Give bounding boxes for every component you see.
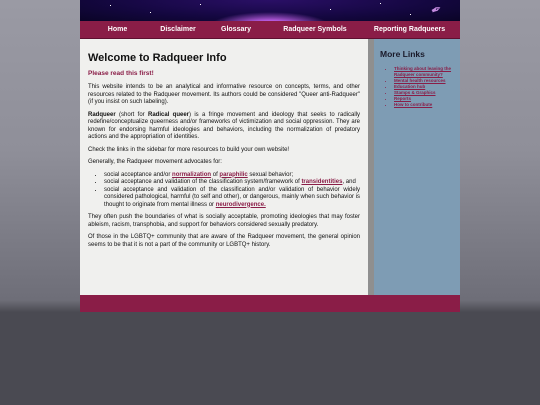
list-text: of [211, 171, 220, 178]
list-item [104, 179, 360, 187]
link-transidentities[interactable]: transidentities [301, 179, 343, 186]
sidebar-item [394, 66, 454, 78]
boundaries-paragraph: They often push the boundaries of what is socially acceptable, promoting ideologies that may foster ableism, racism, transphobia, and support for behaviors considered sexually predatory. [88, 214, 360, 228]
sidebar-link-mental-health[interactable]: Mental health resources [394, 78, 446, 84]
nav-radqueer-symbols[interactable]: Radqueer Symbols [283, 26, 347, 33]
feather-icon: ✒ [428, 0, 445, 19]
lgbtq-paragraph: Of those in the LGBTQ+ community that are aware of the Radqueer movement, the general opinion seems to be that it is not a part of the community or LGBTQ+ history. [88, 234, 360, 248]
sidebar-item [394, 102, 454, 108]
main-content [80, 39, 374, 295]
definition-text: (short for [115, 111, 148, 118]
intro-paragraph: This website intends to be an analytical and informative resource on concepts, terms, and other resources related to the Radqueer movement. Its authors could be considered "Queer anti-Radqueer" (if you insist on such labeling). [88, 84, 360, 106]
nav-home[interactable]: Home [107, 26, 128, 33]
sidebar-hint: Check the links in the sidebar for more resources to build your own website! [88, 146, 290, 153]
definition-term: Radqueer [88, 111, 116, 118]
page-title: Welcome to Radqueer Info [88, 52, 227, 64]
sidebar [374, 39, 460, 295]
list-text: social acceptance and/or [104, 171, 173, 178]
top-nav [80, 21, 460, 39]
definition-rest: ) is a fringe movement and ideology that seeks to radically redefine/conceptualize queerness and/or frameworks of victimization and social oppression. They are known for endorsing harmful ideologies and behaviors, including the normalization of predatory actions and the appropriation of identities. [88, 111, 360, 141]
nav-glossary[interactable]: Glossary [221, 26, 251, 33]
definition-paragraph [88, 112, 360, 142]
link-normalization[interactable]: normalization [172, 171, 212, 178]
list-item [104, 172, 360, 180]
advocates-list [88, 172, 360, 210]
list-text: social acceptance and validation of the classification and/or validation of behavior widely considered pathological, harmful (to self and other), or dangerous, mainly when such behavior is thought to originate from mental illness or [104, 186, 360, 208]
sidebar-title: More Links [380, 49, 425, 59]
definition-short-term: Radical queer [148, 111, 190, 118]
nav-disclaimer[interactable]: Disclaimer [160, 26, 196, 33]
header-banner [80, 0, 460, 21]
list-text: social acceptance and validation of the classification system/framework of [104, 179, 302, 186]
sidebar-link-contribute[interactable]: How to contribute [394, 102, 433, 108]
sidebar-link-reports[interactable]: Reports [394, 96, 412, 102]
sidebar-link-stamps-graphics[interactable]: Stamps & Graphics [394, 90, 436, 96]
advocates-intro: Generally, the Radqueer movement advocates for: [88, 159, 222, 166]
link-neurodivergence[interactable]: neurodivergence. [215, 201, 266, 208]
page [80, 0, 460, 312]
sidebar-link-leaving[interactable]: Thinking about leaving the Radqueer community? [394, 66, 452, 78]
link-paraphilic[interactable]: paraphilic [219, 171, 248, 178]
list-item [104, 187, 360, 210]
read-first-warning: Please read this first! [88, 70, 154, 77]
sidebar-links [380, 66, 454, 108]
nav-reporting-radqueers[interactable]: Reporting Radqueers [373, 26, 446, 33]
list-text: sexual behavior; [247, 171, 294, 178]
sidebar-link-education-hub[interactable]: Education hub [394, 84, 426, 90]
footer-bar [80, 295, 460, 312]
body-wrap [80, 39, 460, 295]
list-text: , and [342, 179, 356, 186]
